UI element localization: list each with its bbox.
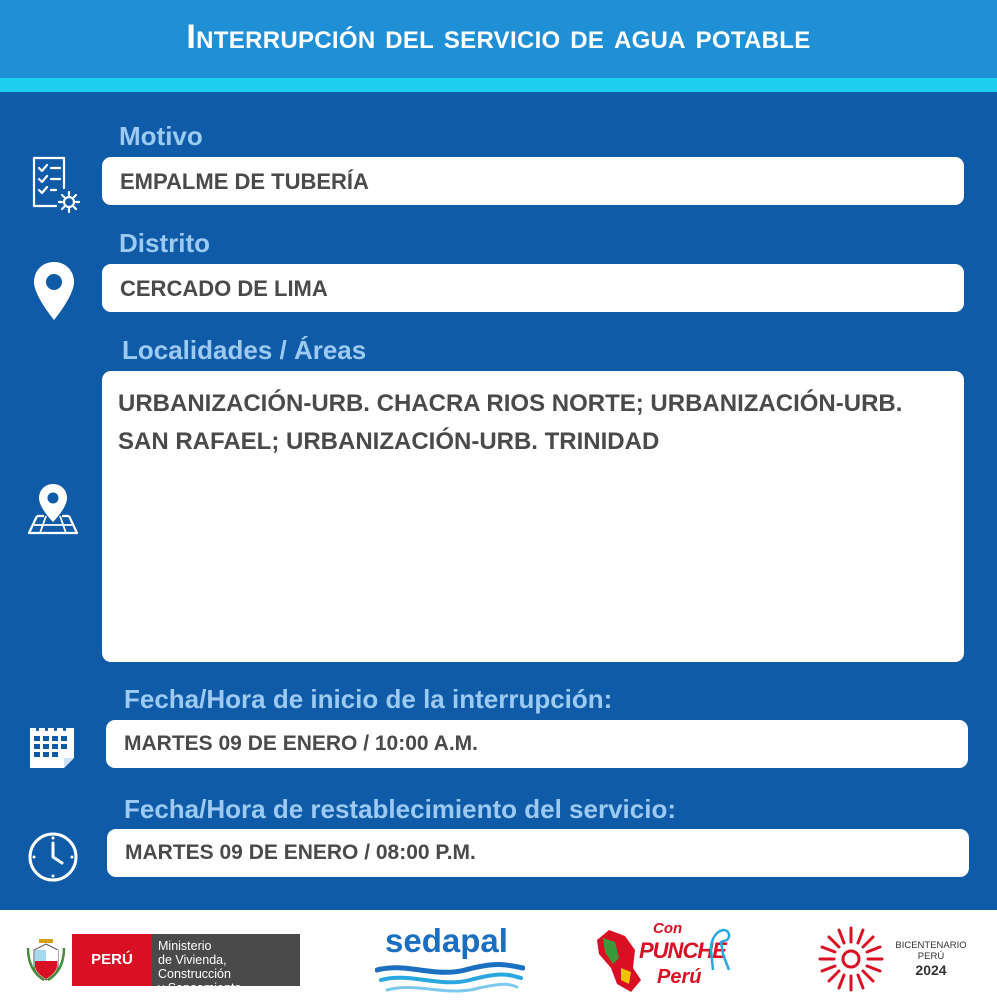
header-stripe (0, 78, 997, 92)
header-bar (0, 0, 997, 78)
map-pin-icon (26, 482, 80, 541)
sedapal-logo (375, 922, 525, 996)
localidades-label: Localidades / Áreas (122, 335, 367, 365)
sedapal-name: sedapal (385, 922, 508, 959)
ministerio-line-2: de Vivienda, Construcción (158, 953, 231, 981)
ministerio-line-1: Ministerio (158, 939, 212, 953)
restablecimiento-label: Fecha/Hora de restablecimiento del servicio: (124, 794, 676, 824)
ministerio-line-3: y Saneamiento (158, 981, 242, 995)
bicentenario-line-2: PERÚ (917, 951, 945, 962)
distrito-label: Distrito (119, 228, 210, 258)
inicio-field: MARTES 09 DE ENERO / 10:00 A.M. (106, 720, 968, 768)
motivo-field: EMPALME DE TUBERÍA (102, 157, 964, 205)
bicentenario-line-1: BICENTENARIO (895, 940, 967, 951)
bicentenario-logo (816, 924, 976, 994)
calendar-icon (28, 720, 78, 775)
location-pin-icon (32, 260, 76, 327)
restablecimiento-field: MARTES 09 DE ENERO / 08:00 P.M. (107, 829, 969, 877)
peru-map-icon (595, 928, 643, 994)
footer-logos (0, 910, 997, 1008)
punche-word: PUNCHE (639, 938, 726, 963)
localidades-field: URBANIZACIÓN-URB. CHACRA RIOS NORTE; URBANIZACIÓN-URB. SAN RAFAEL; URBANIZACIÓN-URB. TRINIDAD (102, 371, 964, 662)
ministerio-logo (26, 934, 300, 995)
bicentenario-sunburst-icon (816, 924, 886, 994)
water-waves-icon (375, 960, 525, 996)
checklist-gear-icon (28, 154, 84, 221)
punche-peru: Perú (657, 966, 702, 988)
distrito-field: CERCADO DE LIMA (102, 264, 964, 312)
inicio-label: Fecha/Hora de inicio de la interrupción: (124, 684, 613, 714)
bicentenario-year: 2024 (915, 962, 947, 978)
con-punche-peru-logo (595, 918, 735, 1004)
flexed-arm-icon (707, 926, 733, 972)
punche-con: Con (653, 920, 683, 937)
clock-icon (26, 830, 80, 889)
peru-coat-of-arms-icon (26, 938, 66, 982)
motivo-label: Motivo (119, 121, 203, 151)
peru-label: PERÚ (72, 934, 152, 986)
page-title: Interrupción del servicio de agua potable (186, 18, 811, 56)
